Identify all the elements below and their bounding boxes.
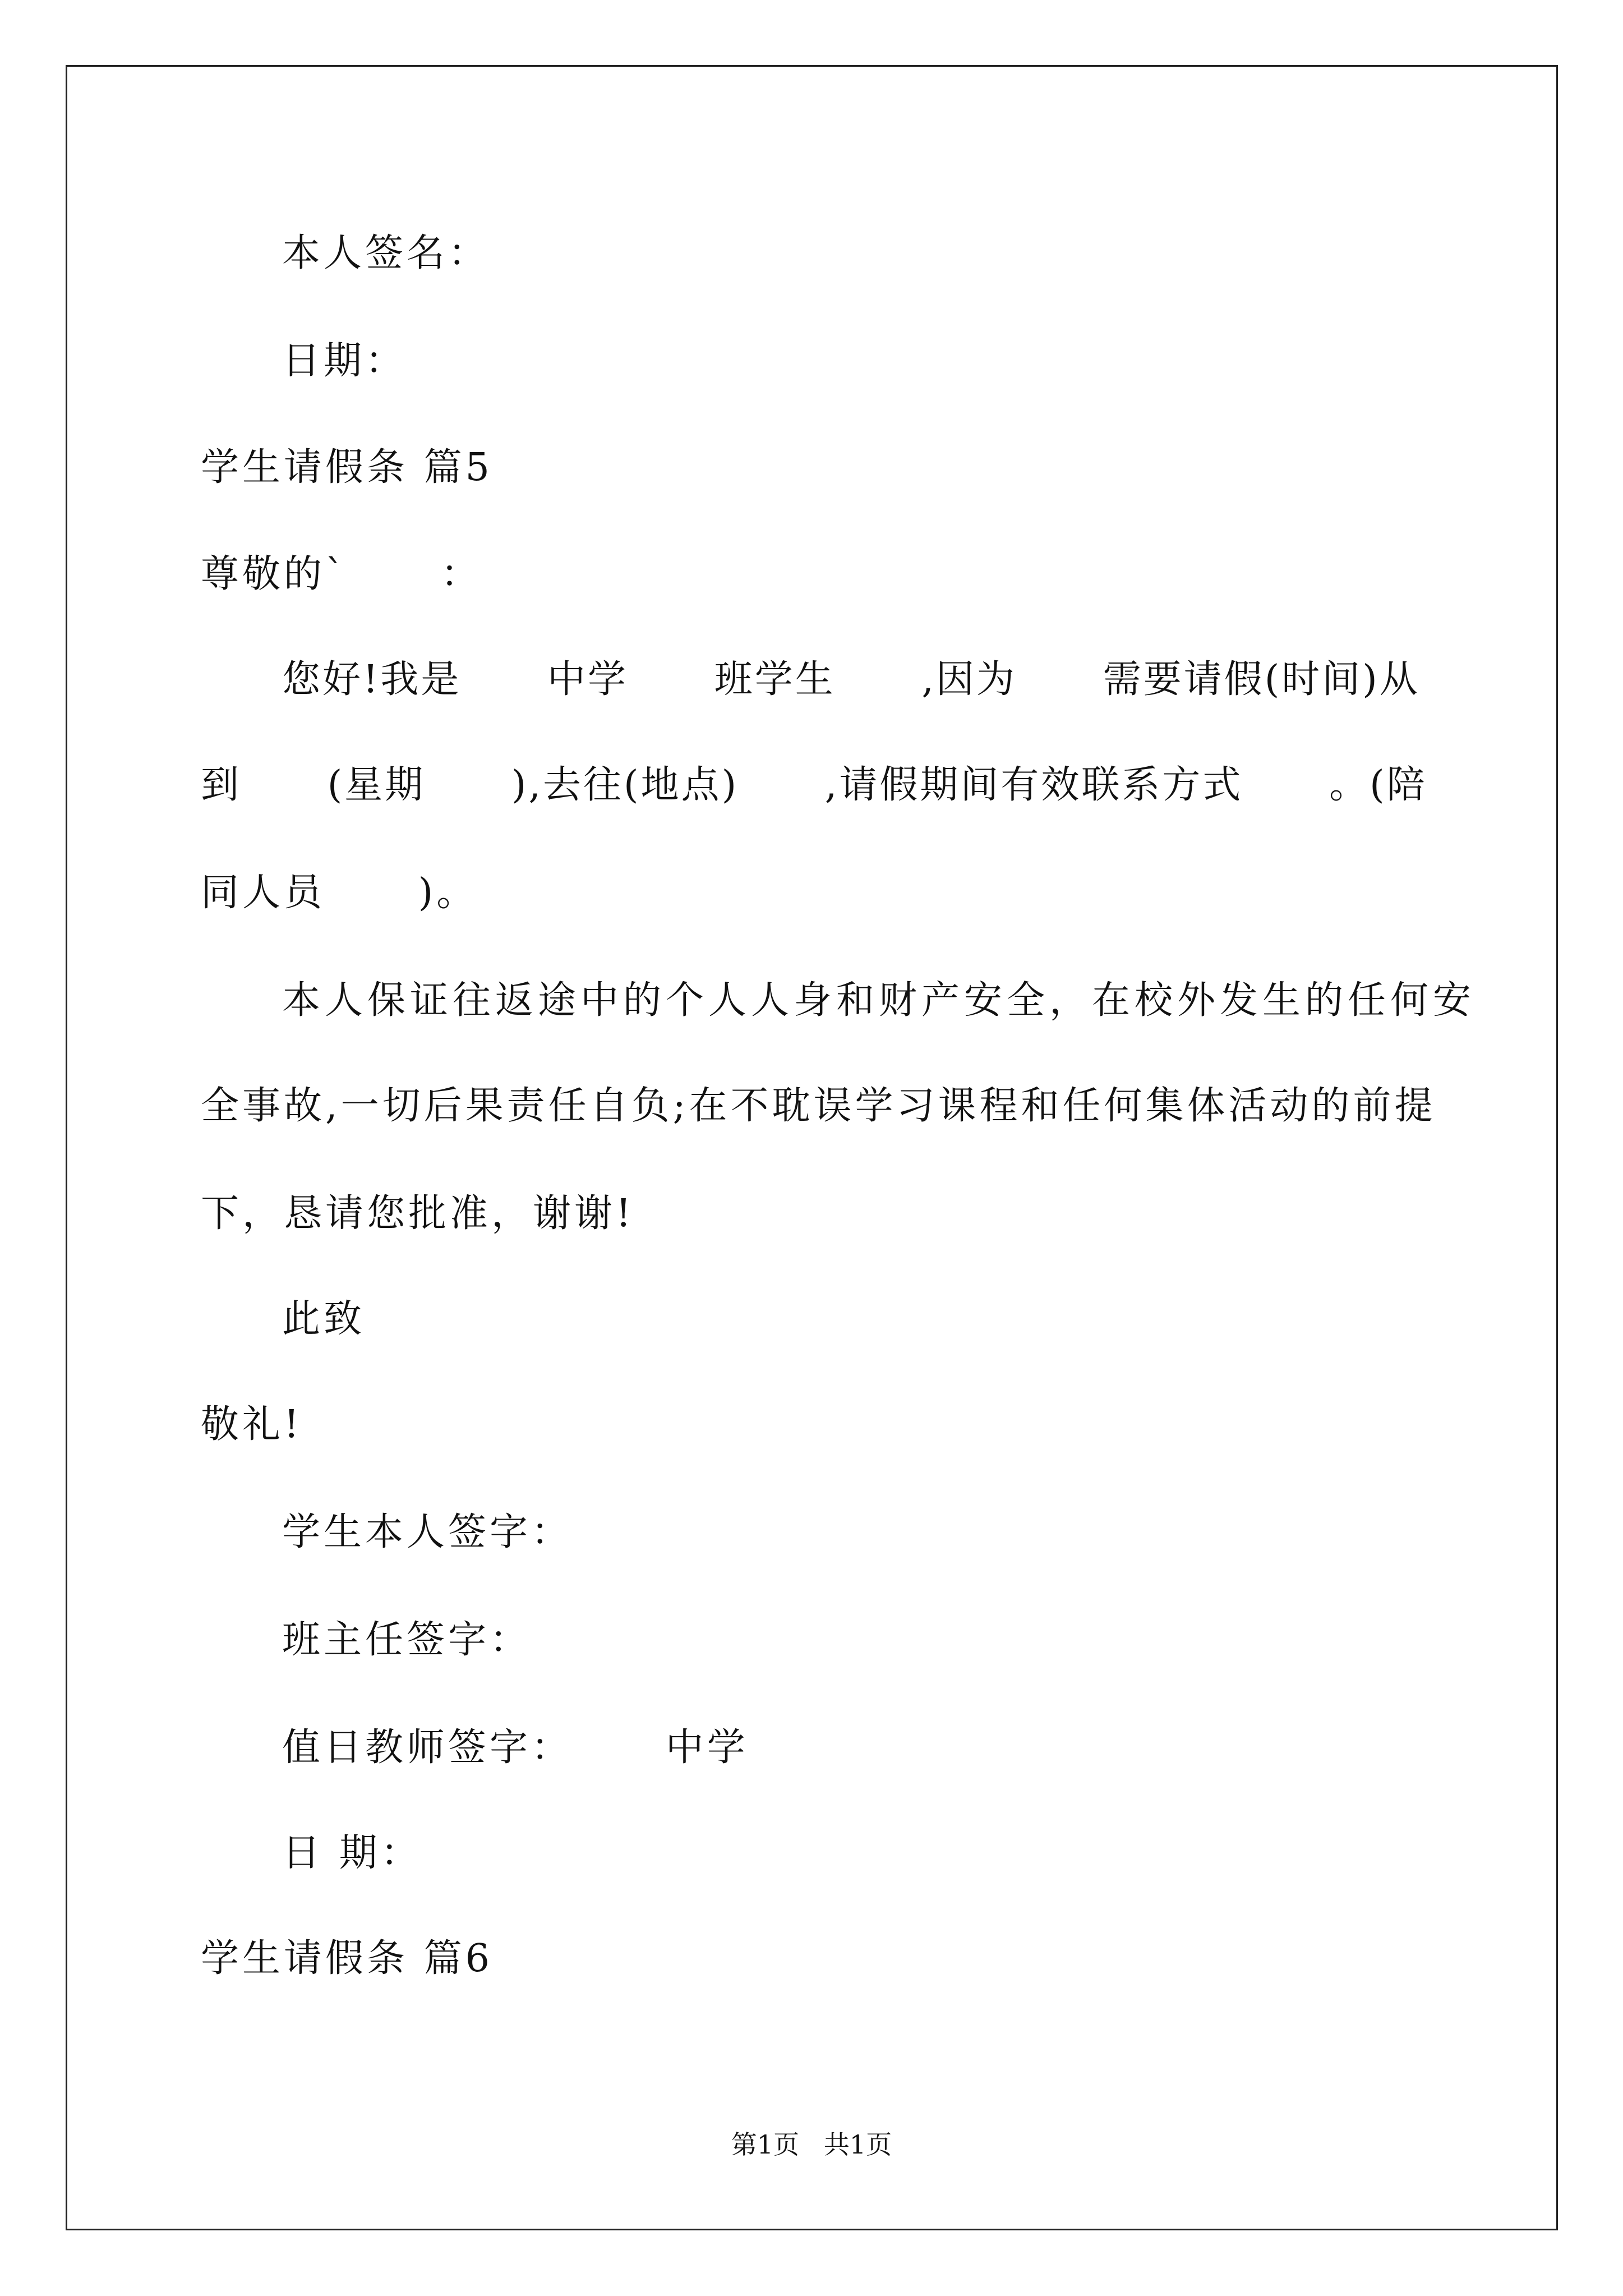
section-heading-5: 学生请假条 篇5 [201,445,493,490]
closing-ci-zhi: 此致 [282,1297,366,1341]
section-heading-6: 学生请假条 篇6 [201,1936,493,1981]
body-paragraph-1-line-2: 到 (星期 ),去往(地点) ,请假期间有效联系方式 。(陪 [201,763,1427,807]
page-footer: 第1页 共1页 [731,2129,892,2160]
date-line: 日期： [282,339,407,383]
duty-teacher-signature-line: 值日教师签字： 中学 [282,1726,749,1770]
salutation: 尊敬的` ： [201,552,482,596]
page-border [66,65,1558,2230]
head-teacher-signature-line: 班主任签字： [282,1618,532,1662]
signature-line: 本人签名： [282,231,490,275]
body-paragraph-1-line-3: 同人员 )。 [201,871,478,915]
date-line-2: 日 期： [282,1831,422,1875]
body-paragraph-2-line-1: 本人保证往返途中的个人人身和财产安全，在校外发生的任何安 [282,978,1476,1023]
student-signature-line: 学生本人签字： [282,1510,573,1554]
closing-jing-li: 敬礼! [201,1402,303,1447]
body-paragraph-2-line-3: 下，恳请您批准，谢谢! [201,1191,635,1236]
body-paragraph-1-line-1: 您好!我是 中学 班学生 ,因为 需要请假(时间)从 [282,657,1420,702]
body-paragraph-2-line-2: 全事故,一切后果责任自负;在不耽误学习课程和任何集体活动的前提 [201,1084,1436,1128]
